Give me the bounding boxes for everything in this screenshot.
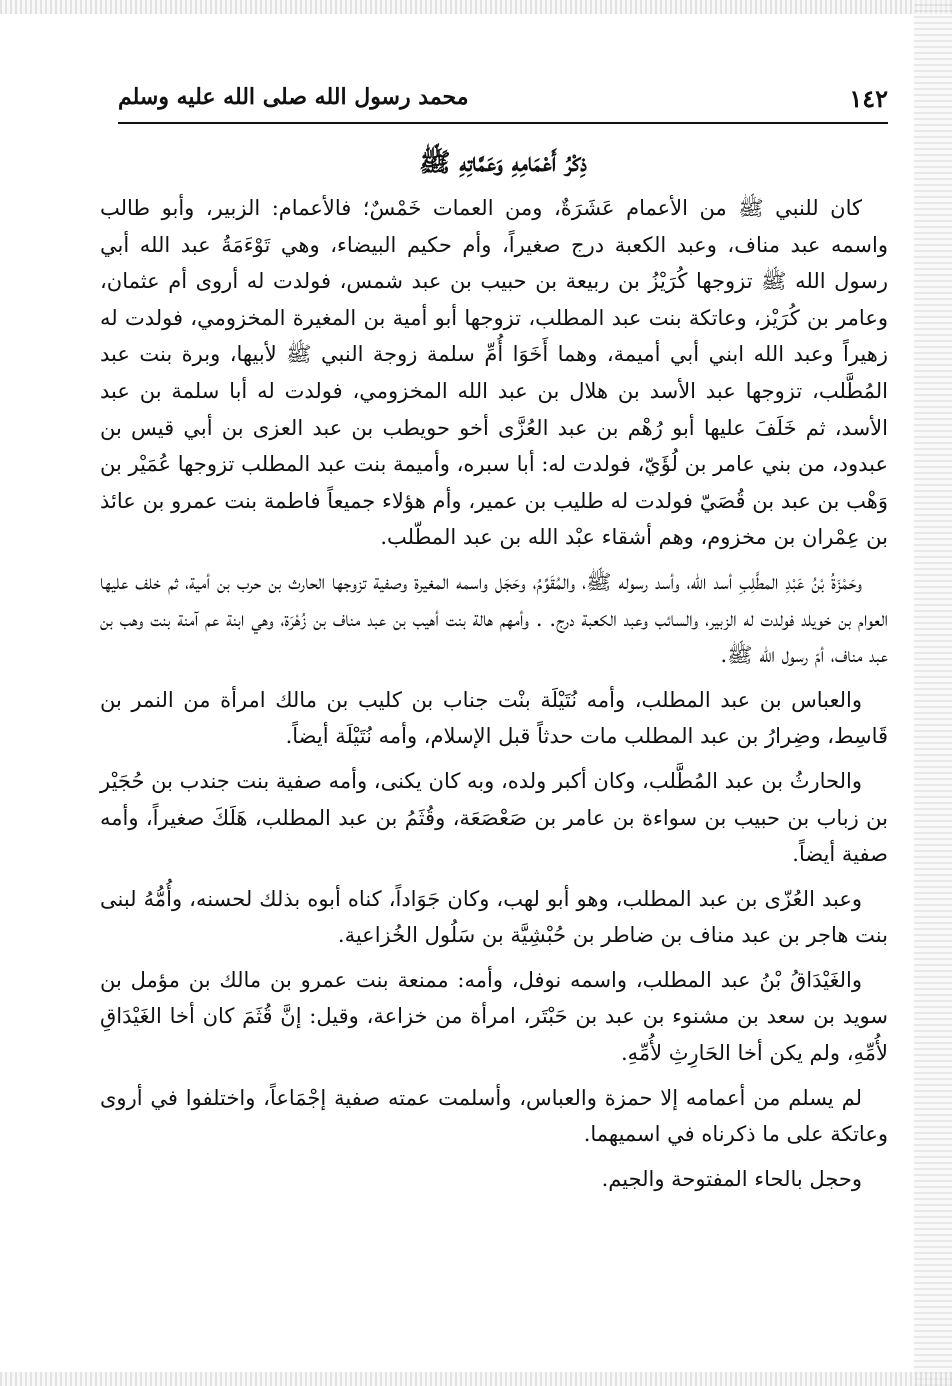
scan-edge-top: [0, 0, 952, 14]
paragraph-harith: والحارثُ بن عبد المُطَّلب، وكان أكبر ولده، وبه كان يكنى، وأمه صفية بنت جندب بن حُجَيْر بن زباب بن حبيب بن سواءة بن عامر بن صَعْصَعَة، وقُثَمُ بن عبد المطلب، هَلَكَ صغيراً، وأمه صفية أيضاً.: [100, 768, 888, 867]
page-header: [118, 82, 888, 124]
scan-edge-right: [914, 0, 952, 1386]
paragraph-hamza: وحَمْزَةُ بْنُ عَبْدِ المطَّلِبِ أسد الله، وأسد رسوله ﷺ، والمُقَوِّمُ، وحَجَل واسمه المغيرة وصفية تزوجها الحارث بن حرب بن أمية، ثم خلف عليها العوام بن خويلد فولدت له الزبير، والسائب وعبد الكعبة درج. . وأمهم هالة بنت أهيب بن عبد مناف بن زُهْرَة، وهي ابنة عم آمنة بنت وهب بن عبد مناف، أمّ رسول الله ﷺ.: [100, 569, 888, 668]
paragraph-ghaydaq: والغَيْدَاقُ بْنُ عبد المطلب، واسمه نوفل، وأمه: ممنعة بنت عمرو بن مالك بن مؤمل بن سويد بن سعد بن مشنوء بن عبد بن حَبْتَر، امرأة من خزاعة، وقيل: إنَّ قُثَمَ كان أخا الغَيْدَاقِ لأُمِّهِ، ولم يكن أخا الحَارِثِ لأُمِّهِ.: [100, 967, 888, 1066]
paragraph-uncles-aunts: كان للنبي ﷺ من الأعمام عَشَرَةٌ، ومن العمات خَمْسٌ؛ فالأعمام: الزبير، وأبو طالب واسمه عبد مناف، وعبد الكعبة درج صغيراً، وأم حكيم البيضاء، وهي تَوْءَمَةُ عبد الله أبي رسول الله ﷺ تزوجها كُرَيْزُ بن ربيعة بن حبيب بن عبد شمس، فولدت له أروى أم عثمان، وعامر بن كُرَيْز، وعاتكة بنت عبد المطلب، تزوجها أبو أمية بن المغيرة المخزومي، فولدت له زهيراً وعبد الله ابني أبي أميمة، وهما أَخَوَا أُمِّ سلمة زوجة النبي ﷺ لأبيها، وبرة بنت عبد المُطَّلب، تزوجها عبد الأسد بن هلال بن عبد الله المخزومي، فولدت له أبا سلمة بن عبد الأسد، ثم خَلَفَ عليها أبو رُهْم بن عبد العُزَّى أخو حويطب بن عبد العزى بن أبي قيس بن عبدود، من بني عامر بن لُؤَيّ، فولدت له: أبا سبره، وأميمة بنت عبد المطلب تزوجها عُمَيْر بن وَهْب بن عبد بن قُصَيّ فولدت له طليب بن عمير، وأم هؤلاء جميعاً فاطمة بنت عمرو بن عائذ بن عِمْران بن مخزوم، وهم أشقاء عبْد الله بن عبد المطّلب.: [99, 196, 888, 550]
paragraph-hajal-note: وحجل بالحاء المفتوحة والجيم.: [601, 1166, 862, 1191]
paragraph-converts: لم يسلم من أعمامه إلا حمزة والعباس، وأسلمت عمته صفية إجْمَاعاً، واختلفوا في أروى وعاتكة على ما ذكرناه في اسميهما.: [100, 1085, 888, 1147]
running-title: محمد رسول الله صلى الله عليه وسلم: [118, 84, 469, 110]
paragraph-abbas: والعباس بن عبد المطلب، وأمه نُتَيْلَة بنْت جناب بن كليب بن مالك امرأة من النمر بن قَاسِط، وضِرارُ بن عبد المطلب مات حدثاً قبل الإسلام، وأمه نُتَيْلَة أيضاً.: [100, 687, 888, 749]
body-text: [100, 190, 888, 1197]
section-heading: ذِكْرُ أَعْمَامِهِ وَعَمَّاتِهِ ﷺ: [419, 148, 587, 178]
paragraph-abu-lahab: وعبد العُزّى بن عبد المطلب، وهو أبو لهب، وكان جَوَاداً، كناه أبوه بذلك لحسنه، وأُمُّهُ لبنى بنت هاجر بن عبد مناف بن ضاطر بن حُبْشِيَّة بن سَلُول الخُزاعية.: [100, 886, 888, 948]
scan-edge-bottom: [0, 1372, 952, 1386]
page-number: ١٤٢: [849, 84, 888, 113]
